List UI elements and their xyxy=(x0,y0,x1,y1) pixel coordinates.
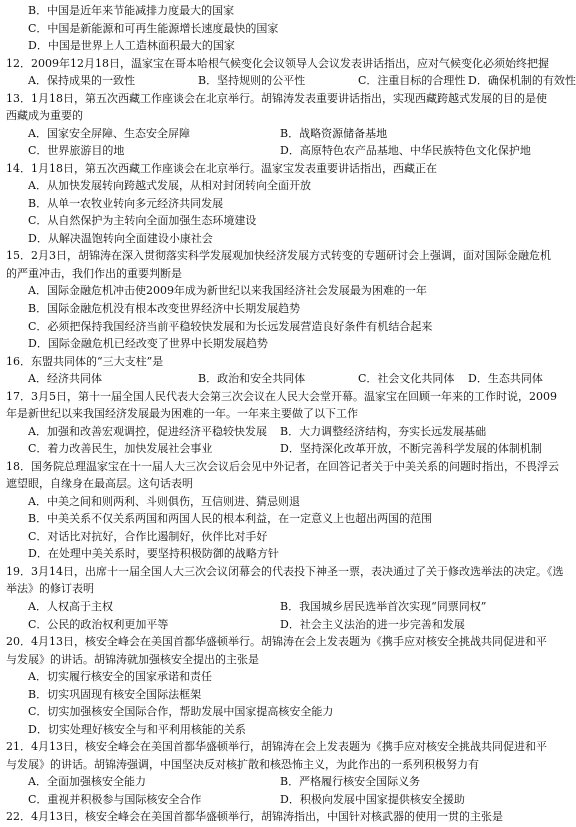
question-text: 19．3月14日，出席十一届全国人大三次会议闭幕会的代表投下神圣一票，表决通过了关于修改选举法的决定。《选 xyxy=(6,564,564,578)
option-text: D．社会主义法治的进一步完善和发展 xyxy=(280,617,465,631)
question-text: 14．1月18日，第五次西藏工作座谈会在北京举行。温家宝发表重要讲话指出，西藏正在 xyxy=(6,161,437,175)
option-text: D．在处理中美关系时，要坚持积极防御的战略方针 xyxy=(28,547,279,561)
option-text: C．重视并积极参与国际核安全合作 xyxy=(28,792,202,806)
option-text: C．世界旅游目的地 xyxy=(28,144,125,158)
option-text: A．人权高于主权 xyxy=(28,600,113,614)
option-text: B．战略资源储备基地 xyxy=(280,126,388,140)
option-text: A．从加快发展转向跨越式发展，从相对封闭转向全面开放 xyxy=(28,179,311,193)
question-text: 21．4月13日，核安全峰会在美国首都华盛顿举行，胡锦涛在会上发表题为《携手应对核安全挑战共同促进和平 xyxy=(6,740,547,754)
option-text: C．中国是新能源和可再生能源增长速度最快的国家 xyxy=(28,21,279,35)
option-text: B．政治和安全共同体 xyxy=(198,372,306,386)
option-text: A．经济共同体 xyxy=(28,372,102,386)
option-text: C．着力改善民生，加快发展社会事业 xyxy=(28,442,213,456)
option-text: B．中国是近年来节能减排力度最大的国家 xyxy=(28,4,235,17)
option-text: B．我国城乡居民选举首次实现“同票同权” xyxy=(280,600,487,614)
option-text: B．大力调整经济结构，夯实长远发展基础 xyxy=(280,424,487,438)
question-text: 22．4月13日，核安全峰会在美国首都华盛顿举行，胡锦涛指出，中国针对核武器的使用一贯的主张是 xyxy=(6,810,503,824)
option-text: A．切实履行核安全的国家承诺和责任 xyxy=(28,670,212,684)
option-text: A．国际金融危机冲击使2009年成为新世纪以来我国经济社会发展最为困难的一年 xyxy=(28,284,427,298)
option-text: D．确保机制的有效性 xyxy=(468,74,576,88)
option-text: C．社会文化共同体 xyxy=(358,372,455,386)
option-text: A．加强和改善宏观调控，促进经济平稳较快发展 xyxy=(28,424,267,438)
option-text: B．坚持规则的公平性 xyxy=(198,74,306,88)
option-text: B．中美关系不仅关系两国和两国人民的根本利益，在一定意义上也超出两国的范围 xyxy=(28,512,433,526)
question-text: 13．1月18日，第五次西藏工作座谈会在北京举行。胡锦涛发表重要讲话指出，实现西藏跨越式发展的目的是使 xyxy=(6,91,547,105)
question-text: 20．4月13日，核安全峰会在美国首都华盛顿举行。胡锦涛在会上发表题为《携手应对核安全挑战共同促进和平 xyxy=(6,635,547,649)
option-text: C．必须把保持我国经济当前平稳较快发展和为长远发展营造良好条件有机结合起来 xyxy=(28,319,433,333)
option-text: B．切实巩固现有核安全国际法框架 xyxy=(28,687,202,701)
option-text: D．切实处理好核安全与和平利用核能的关系 xyxy=(28,722,246,736)
option-text: D．生态共同体 xyxy=(468,372,543,386)
option-text: C．从自然保护为主转向全面加强生态环境建设 xyxy=(28,214,257,228)
option-text: C．对话比对抗好，合作比遏制好，伙伴比对手好 xyxy=(28,529,268,543)
option-text: D．国际金融危机已经改变了世界中长期发展趋势 xyxy=(28,337,268,351)
option-text: C．切实加强核安全国际合作，帮助发展中国家提高核安全能力 xyxy=(28,705,334,719)
option-text: A．保持成果的一致性 xyxy=(28,74,135,88)
option-text: C．注重目标的合理性 xyxy=(358,74,466,88)
question-text: 17．3月5日，第十一届全国人民代表大会第三次会议在人民大会堂开幕。温家宝在回顾一年来的工作时说，2009 xyxy=(6,389,557,403)
option-text: D．坚持深化改革开放，不断完善科学发展的体制机制 xyxy=(280,442,542,456)
option-text: C．公民的政治权利更加平等 xyxy=(28,617,169,631)
option-text: B．国际金融危机没有根本改变世界经济中长期发展趋势 xyxy=(28,302,301,315)
option-text: A．国家安全屏障、生态安全屏障 xyxy=(28,126,190,140)
question-text: 年是新世纪以来我国经济发展最为困难的一年。一年来主要做了以下工作 xyxy=(6,407,358,421)
option-text: A．中美之间和则两利、斗则俱伤，互信则进、猜忌则退 xyxy=(28,494,300,508)
question-text: 18．国务院总理温家宝在十一届人大三次会议后会见中外记者，在回答记者关于中美关系的问题时指出，不畏浮云 xyxy=(6,459,559,473)
option-text: D．高原特色农产品基地、中华民族特色文化保护地 xyxy=(280,144,531,158)
option-text: A．全面加强核安全能力 xyxy=(28,775,146,789)
question-text: 16．东盟共同体的“三大支柱”是 xyxy=(6,354,164,368)
question-text: 12．2009年12月18日，温家宝在哥本哈根气候变化会议领导人会议发表讲话指出，应对气候变化必须始终把握 xyxy=(6,56,549,70)
question-text: 遮望眼，自缘身在最高层。这句话表明 xyxy=(6,477,193,491)
option-text: D．积极向发展中国家提供核安全援助 xyxy=(280,792,465,806)
option-text: D．从解决温饱转向全面建设小康社会 xyxy=(28,231,213,245)
question-text: 与发展》的讲话。胡锦涛就加强核安全提出的主张是 xyxy=(6,652,259,666)
question-text: 举法》的修订表明 xyxy=(6,582,94,596)
option-text: B．严格履行核安全国际义务 xyxy=(280,775,421,789)
question-text: 15．2月3日，胡锦涛在深入贯彻落实科学发展观加快经济发展方式转变的专题研讨会上强调，面对国际金融危机 xyxy=(6,249,551,263)
question-text: 与发展》的讲话。胡锦涛强调，中国坚决反对核扩散和核恐怖主义，为此作出的一系列积极努力有 xyxy=(6,757,479,771)
question-text: 的严重冲击，我们作出的重要判断是 xyxy=(6,266,182,280)
option-text: B．从单一农牧业转向多元经济共同发展 xyxy=(28,196,224,210)
option-text: D．中国是世界上人工造林面积最大的国家 xyxy=(28,39,235,53)
question-text: 西藏成为重要的 xyxy=(6,109,83,123)
